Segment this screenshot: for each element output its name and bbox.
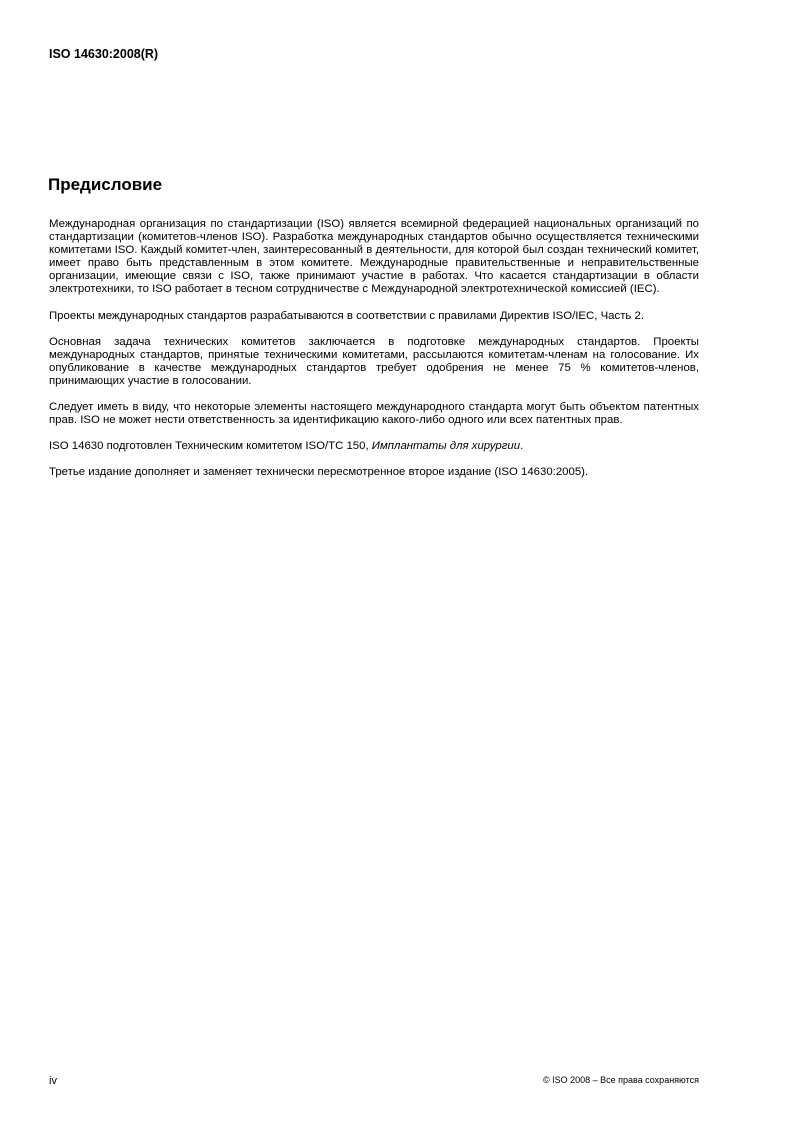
prepared-by-text: ISO 14630 подготовлен Техническим комитетом ISO/TC 150, bbox=[49, 440, 372, 453]
paragraph-patent-rights: Следует иметь в виду, что некоторые элементы настоящего международного стандарта могут быть объектом патентных прав. ISO не может нести ответственность за идентификацию какого-либо одного или всех патентных прав. bbox=[49, 401, 699, 427]
committee-title: Имплантаты для хирургии bbox=[371, 440, 521, 453]
section-title: Предисловие bbox=[48, 175, 163, 194]
paragraph-committee-task: Основная задача технических комитетов заключается в подготовке международных стандартов. Проекты международных стандартов, принятые техническими комитетами, рассылаются комитетам-членам на голосование. Их опубликование в качестве международных стандартов требует одобрения не менее 75 % комитетов-членов, принимающих участие в голосовании. bbox=[49, 335, 699, 387]
paragraph-prepared-by bbox=[49, 440, 699, 453]
prepared-by-end: . bbox=[520, 440, 524, 453]
paragraph-iso-organization: Международная организация по стандартизации (ISO) является всемирной федерацией национальных организаций по стандартизации (комитетов-членов ISO). Разработка международных стандартов обычно осуществляется техническими комитетами ISO. Каждый комитет-член, заинтересованный в деятельности, для которой был создан технический комитет, имеет право быть представленным в этом комитете. Международные правительственные и неправительственные организации, имеющие связи с ISO, также принимают участие в работах. Что касается стандартизации в области электротехники, то ISO работает в тесном сотрудничестве с Международной электротехнической комиссией (IEC). bbox=[49, 218, 699, 296]
foreword-body bbox=[49, 218, 699, 492]
copyright-notice: © ISO 2008 – Все права сохраняются bbox=[542, 1075, 699, 1085]
document-id-header: ISO 14630:2008(R) bbox=[49, 47, 159, 61]
page-number: iv bbox=[49, 1075, 57, 1087]
paragraph-edition: Третье издание дополняет и заменяет технически пересмотренное второе издание (ISO 14630:2005). bbox=[49, 466, 589, 479]
paragraph-directives: Проекты международных стандартов разрабатываются в соответствии с правилами Директив ISO/IEC, Часть 2. bbox=[49, 309, 645, 322]
